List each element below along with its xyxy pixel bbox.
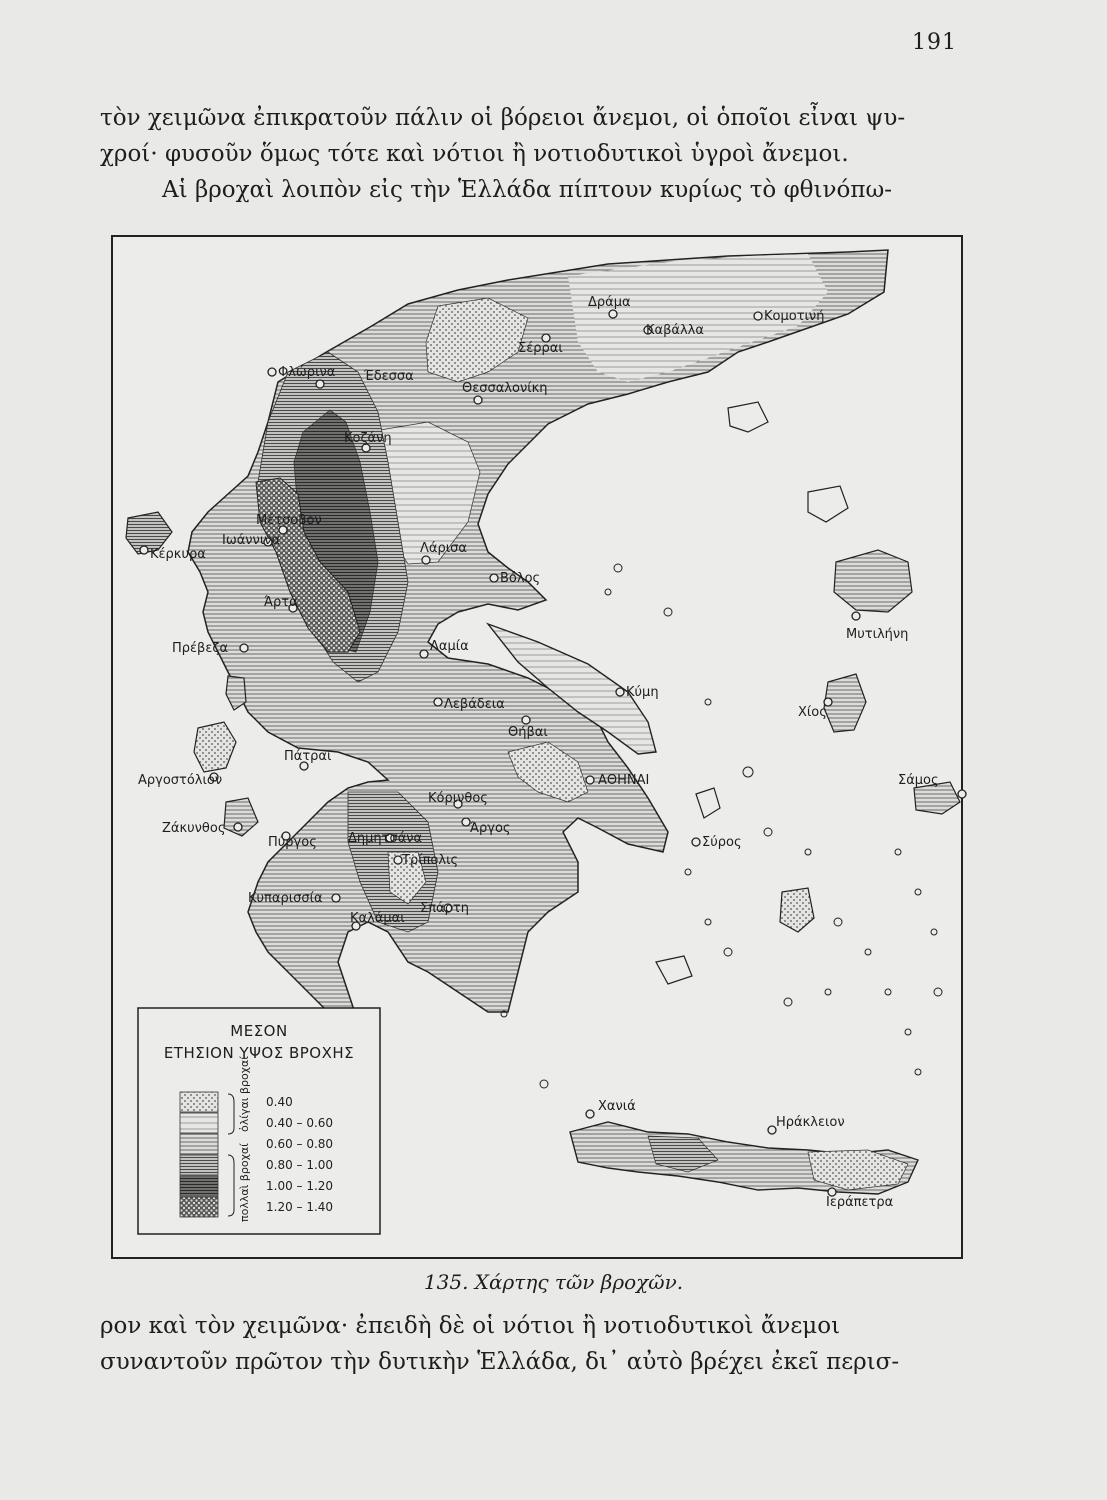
legend-swatch-4: [180, 1155, 218, 1175]
text-line: χροί· φυσοῦν ὅμως τότε καὶ νότιοι ἢ νοτιοδυτικοὶ ὑγροὶ ἄνεμοι.: [100, 141, 849, 167]
place-label: Σάμος: [898, 773, 939, 788]
legend-subtitle: ΕΤΗΣΙΟΝ ΥΨΟΣ ΒΡΟΧΗΣ: [163, 1044, 355, 1062]
legend-swatch-2: [180, 1113, 218, 1133]
text-line: Αἱ βροχαὶ λοιπὸν εἰς τὴν Ἑλλάδα πίπτουν κυρίως τὸ φθινόπω-: [162, 177, 893, 203]
place-label: Λεβάδεια: [444, 697, 505, 712]
paragraph-bottom: [100, 1308, 970, 1380]
place-label: Πύργος: [268, 835, 317, 850]
page-number: 191: [912, 30, 957, 55]
legend-swatch-5: [180, 1176, 218, 1196]
place-label: Ηράκλειον: [776, 1115, 845, 1130]
place-label: Χίος: [798, 705, 827, 720]
place-label: Μέτσοβον: [256, 513, 322, 528]
place-label: Μυτιλήνη: [846, 627, 909, 642]
place-label: Πρέβεζα: [172, 641, 229, 656]
rainfall-map: [108, 232, 968, 1264]
place-label: Λάρισα: [420, 541, 467, 556]
text-line: τὸν χειμῶνα ἐπικρατοῦν πάλιν οἱ βόρειοι ἄνεμοι, οἱ ὁποῖοι εἶναι ψυ-: [100, 105, 906, 131]
legend-swatch-3: [180, 1134, 218, 1154]
text-line: ρον καὶ τὸν χειμῶνα· ἐπειδὴ δὲ οἱ νότιοι ἢ νοτιοδυτικοὶ ἄνεμοι: [100, 1313, 841, 1339]
place-label: Κόρινθος: [428, 791, 488, 806]
legend-label-5: 1.00 – 1.20: [266, 1179, 334, 1193]
place-label: Δημητσάνα: [348, 831, 423, 846]
text-line: συναντοῦν πρῶτον τὴν δυτικὴν Ἑλλάδα, δι᾽ αὐτὸ βρέχει ἐκεῖ περισ-: [100, 1349, 900, 1375]
place-label: Αργοστόλιον: [138, 773, 223, 788]
place-label: Σέρραι: [518, 341, 563, 356]
place-label: Τρίπολις: [402, 853, 459, 868]
legend: [138, 1008, 380, 1234]
legend-group-low: ὀλίγαι βροχαί: [238, 1055, 251, 1132]
paragraph-top: [100, 100, 970, 208]
legend-label-2: 0.40 – 0.60: [266, 1116, 334, 1130]
figure-caption: 135. Χάρτης τῶν βροχῶν.: [423, 1270, 684, 1294]
place-label: Ιεράπετρα: [826, 1195, 894, 1210]
legend-label-1: 0.40: [266, 1095, 293, 1109]
legend-label-4: 0.80 – 1.00: [266, 1158, 334, 1172]
place-label: Φλώρινα: [278, 365, 336, 380]
place-label: Καλάμαι: [350, 911, 405, 926]
place-label: Θεσσαλονίκη: [462, 381, 548, 396]
place-label: Καβάλλα: [646, 323, 704, 338]
place-label: Άργος: [470, 821, 511, 836]
place-label: Έδεσσα: [364, 369, 414, 384]
legend-title: ΜΕΣΟΝ: [230, 1022, 288, 1040]
place-label: Βόλος: [500, 571, 541, 586]
place-label: Ιωάννινα: [222, 533, 281, 548]
place-label: Λαμία: [430, 639, 469, 654]
place-label: Κοζάνη: [344, 431, 392, 446]
place-label: Σπάρτη: [420, 901, 469, 916]
legend-group-high: πολλαὶ βροχαί: [238, 1143, 251, 1222]
place-label: Πάτραι: [284, 749, 332, 764]
place-label: Κέρκυρα: [150, 547, 206, 562]
place-label: Κυπαρισσία: [248, 891, 323, 906]
place-label: Θήβαι: [508, 725, 548, 740]
place-label: Άρτα: [264, 595, 298, 610]
legend-label-6: 1.20 – 1.40: [266, 1200, 334, 1214]
place-label: Κομοτινή: [764, 309, 825, 324]
place-label: Ζάκυνθος: [162, 821, 226, 836]
legend-label-3: 0.60 – 0.80: [266, 1137, 334, 1151]
legend-swatch-6: [180, 1197, 218, 1217]
place-label: Σύρος: [702, 835, 742, 850]
place-label: Κύμη: [626, 685, 659, 700]
place-label: Δράμα: [588, 295, 631, 310]
legend-swatch-1: [180, 1092, 218, 1112]
place-label: Χανιά: [598, 1099, 636, 1114]
rainfall-map-figure: [108, 232, 968, 1264]
place-label: ΑΘΗΝΑΙ: [598, 773, 650, 788]
legend-box: [138, 1008, 380, 1234]
